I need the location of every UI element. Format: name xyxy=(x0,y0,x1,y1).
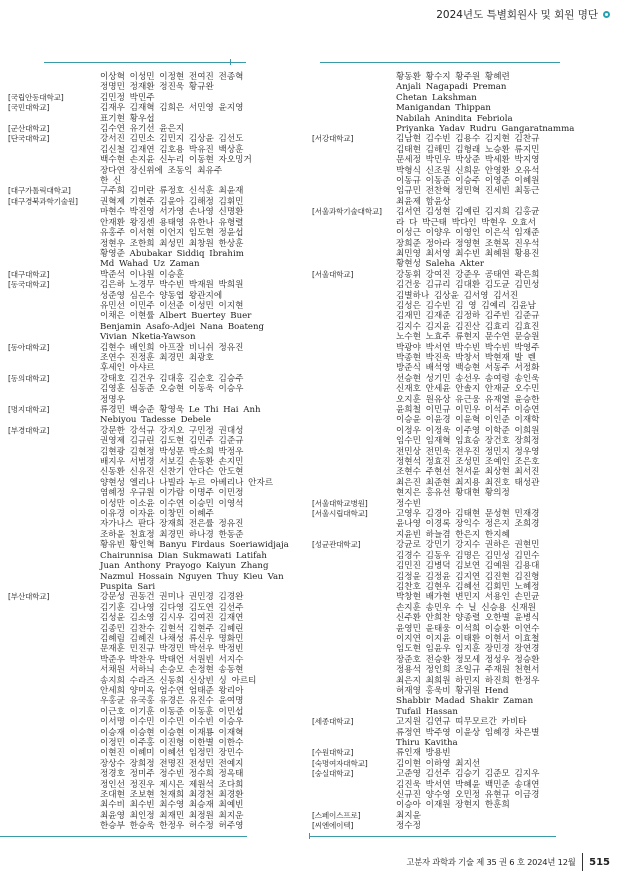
institution-label: [대구경북과학기술원] xyxy=(8,196,78,206)
member-line: 고준영 김선주 김승기 김준모 김지우 xyxy=(396,769,540,780)
member-line: 한 신 xyxy=(100,176,122,187)
member-line: 김기훈 김나영 김다영 김도연 김선주 xyxy=(100,602,244,613)
institution-section xyxy=(312,821,618,831)
member-line: 정용석 정인희 조일규 주재원 천현서 xyxy=(396,665,540,676)
member-line: 윤나영 이경록 장익수 정은지 조희경 xyxy=(396,519,540,530)
member-line: 신재호 안세윤 안솔지 안재균 오수민 xyxy=(396,384,540,395)
member-names xyxy=(396,717,618,748)
institution-label: [국립안동대학교] xyxy=(8,92,64,102)
member-line: 장상수 장희정 전명진 전성민 전예지 xyxy=(100,758,244,769)
member-names xyxy=(100,592,308,831)
member-line: 안재환 왕징센 용태영 유한나 유형렬 xyxy=(100,217,244,228)
member-line: 윤영민 윤태웅 이석희 이승환 이연수 xyxy=(396,623,540,634)
member-names xyxy=(100,197,308,270)
member-names xyxy=(396,821,618,831)
member-line: Md Wahad Uz Zaman xyxy=(100,259,200,270)
member-line: 황영준 Abubakar Siddiq Ibrahim xyxy=(100,248,244,259)
institution-label: [국민대학교] xyxy=(8,103,50,113)
institution-section xyxy=(312,134,618,207)
member-line: 조현수 주현선 천서윤 최상현 최서진 xyxy=(396,467,540,478)
member-line: 방준식 배석영 백승현 서동주 서정화 xyxy=(396,363,540,374)
member-line: Chairunnisa Dian Sukmawati Latifah xyxy=(100,550,267,561)
member-line: 이서명 이수민 이수민 이수빈 이승우 xyxy=(100,717,244,728)
member-names xyxy=(100,72,308,93)
institution-section xyxy=(312,270,618,499)
footer-separator xyxy=(582,853,584,871)
member-line: 이정우 이정욱 이주영 이학준 이희원 xyxy=(396,425,540,436)
institution-label: [서강대학교] xyxy=(312,134,354,144)
member-line: 김별하나 김상윤 김서영 김서진 xyxy=(396,290,519,301)
institution-section xyxy=(8,405,308,426)
member-line: 유민선 이민주 이선준 이성민 이지현 xyxy=(100,300,244,311)
member-line: 김서연 김성현 김예린 김지희 김홍균 xyxy=(396,207,540,218)
member-line: 정경호 정미주 정수빈 정수희 정옥태 xyxy=(100,769,244,780)
institution-section xyxy=(8,426,308,593)
member-line: 류정연 박주영 이윤상 임혜경 차은별 xyxy=(396,727,540,738)
institution-label: [숭실대학교] xyxy=(312,769,354,779)
member-names xyxy=(396,509,618,540)
institution-section xyxy=(312,207,618,269)
member-line: 후세인 아샤르 xyxy=(100,363,155,374)
institution-section xyxy=(8,103,308,124)
member-line: 이채은 이현률 Albert Buertey Buer xyxy=(100,311,252,322)
member-line: 김진욱 박서연 박혜윤 백민준 송대연 xyxy=(396,779,540,790)
divider-tick xyxy=(230,59,231,65)
member-line: Priyanka Yadav Rudru Gangaratnamma xyxy=(396,124,575,135)
member-line: 염혜정 우규원 이가람 이명주 이민정 xyxy=(100,488,244,499)
member-line: 김종민 김찬수 김현석 김현주 김혜린 xyxy=(100,623,244,634)
member-line: 정인선 정진우 제시은 제원석 조다희 xyxy=(100,779,244,790)
member-names xyxy=(100,270,308,280)
institution-section xyxy=(312,759,618,769)
member-line: 강균로 강민기 강지수 권하은 권현민 xyxy=(396,540,540,551)
member-names xyxy=(100,343,308,374)
member-names xyxy=(396,748,618,758)
member-line: 권혁제 기현주 김윤아 김해정 김휘민 xyxy=(100,196,244,207)
institution-section xyxy=(8,270,308,280)
member-line: 장희준 정아라 정영현 조현목 진우석 xyxy=(396,238,540,249)
member-line: 우홍균 유국홍 유경은 유진수 윤여명 xyxy=(100,696,244,707)
member-line: 지윤빈 하늘겸 한은지 한지혜 xyxy=(396,529,510,540)
running-footer xyxy=(406,853,610,871)
member-line: 유홍주 이서현 이언지 임도현 정윤섭 xyxy=(100,228,244,239)
member-line: 장다연 장신위에 조동익 최유주 xyxy=(100,165,223,176)
member-line: 김혜림 김혜진 나채성 류신우 명화민 xyxy=(100,633,244,644)
member-line: 류경민 백승준 황영욱 Le Thi Hai Anh xyxy=(100,405,261,415)
member-line: 김성은 김수빈 김 영 김예리 김윤남 xyxy=(396,300,536,311)
member-line: 황유빈 황인혁 Banyu Firdaus Soeriawidjaja xyxy=(100,540,289,551)
institution-section xyxy=(8,124,308,134)
member-line: Shabbir Madad Shakir Zaman xyxy=(396,696,534,707)
institution-section xyxy=(312,748,618,758)
member-line: Chetan Lakshman xyxy=(396,92,477,103)
member-line: 이성만 이소윤 이수연 이승민 이영석 xyxy=(100,498,244,509)
running-header xyxy=(436,7,610,22)
member-line: 선승현 성기민 송선우 송여령 송인욱 xyxy=(396,373,540,384)
bottom-divider-right xyxy=(310,836,556,837)
institution-label: [스페이스프로] xyxy=(312,810,361,820)
member-names xyxy=(100,374,308,405)
top-divider-right xyxy=(320,62,560,63)
member-line: 자가나스 판다 장재희 전은률 정유진 xyxy=(100,519,244,530)
member-line: 윤희철 이민규 이민우 이석주 이승연 xyxy=(396,405,540,415)
member-line: Nazmul Hossain Nguyen Thuy Kieu Van xyxy=(100,571,284,582)
member-line: 김경수 김동우 김명은 김민성 김민수 xyxy=(396,550,540,561)
member-line: 김현수 배인희 아프잘 비니쉬 정유진 xyxy=(100,342,244,353)
institution-label: [단국대학교] xyxy=(8,134,50,144)
member-line: 정수정 xyxy=(396,821,421,832)
member-line: 김성윤 김소영 김시우 김여진 김재연 xyxy=(100,613,244,624)
member-line: 송지희 수라즈 신동희 신상빈 싱 아르티 xyxy=(100,675,257,686)
member-line: 허재영 홍욱비 황귀원 Hend xyxy=(396,685,509,696)
member-line: Nebiyou Tadesse Debele xyxy=(100,415,211,426)
member-line: 이현진 이혜미 이혜선 임정민 장민수 xyxy=(100,748,244,759)
member-line: 이성근 이양우 이영인 이은석 임재준 xyxy=(396,228,540,239)
member-names xyxy=(396,499,618,509)
member-line: 임규민 전찬혁 정민혁 진세빈 최동근 xyxy=(396,186,540,197)
institution-section xyxy=(312,769,618,811)
member-line: 구주희 김미란 류정호 신석훈 최윤재 xyxy=(100,186,244,197)
member-line: 정현석 정효진 조성민 조예인 조은호 xyxy=(396,457,540,468)
institution-label: [서울시립대학교] xyxy=(312,509,368,519)
member-line: 김재우 김재혁 김희은 서민영 윤지영 xyxy=(100,103,244,114)
member-line: 최민영 최서영 최수빈 최혜원 황용진 xyxy=(396,248,540,259)
member-line: 마현수 박진영 서가영 손나영 신명환 xyxy=(100,207,244,218)
left-column xyxy=(8,72,308,832)
institution-section xyxy=(8,72,308,93)
member-names xyxy=(396,540,618,717)
member-names xyxy=(396,72,618,134)
member-line: 김정윤 김정윤 김지연 김진현 김진형 xyxy=(396,571,540,582)
member-names xyxy=(100,134,308,186)
member-line: 오지훈 원유상 유근웅 유재열 윤승한 xyxy=(396,394,540,405)
member-line: 이동규 이동준 이승주 이영준 이혜원 xyxy=(396,176,540,187)
member-line: 장준호 전승환 정모세 정성우 정승환 xyxy=(396,654,540,665)
member-line: 박형식 신조원 신희운 안영환 오유석 xyxy=(396,165,540,176)
institution-label: [서울과학기술대학교] xyxy=(312,207,382,217)
member-line: 문재훈 민진규 박경민 박선우 박정빈 xyxy=(100,644,244,655)
member-line: 이승윤 이윤경 이윤혁 이인준 이재학 xyxy=(396,415,540,426)
member-line: Puspita Sari xyxy=(100,581,156,592)
institution-label: [세종대학교] xyxy=(312,717,354,727)
member-line: 최윤영 최인정 최재민 최정원 최지운 xyxy=(100,810,244,821)
member-line: 황동환 황수지 황주원 황혜련 xyxy=(396,72,510,82)
member-line: 박창현 배가현 변민지 서용인 손민균 xyxy=(396,592,540,603)
member-names xyxy=(396,811,618,821)
institution-label: [서울대학교] xyxy=(312,269,354,279)
member-line: 박준우 박찬우 박태언 서원빈 서지수 xyxy=(100,654,244,665)
member-line: 최은지 최희원 하민지 하진희 한정우 xyxy=(396,675,540,686)
member-line: 노수현 노효주 류현지 문수연 문승원 xyxy=(396,332,540,343)
member-line: 고지원 김연규 띠무모르간 카비타 xyxy=(396,717,527,728)
member-line: 신규진 양수영 오민정 유현규 이금경 xyxy=(396,790,540,801)
institution-section xyxy=(8,343,308,374)
member-names xyxy=(396,270,618,499)
member-names xyxy=(396,207,618,269)
member-line: 표기현 황우섭 xyxy=(100,113,155,124)
institution-section xyxy=(312,72,618,134)
institution-label: [부경대학교] xyxy=(8,425,50,435)
member-line: 강문한 강석규 강지오 구민정 권대성 xyxy=(100,425,244,436)
top-divider-left xyxy=(44,62,246,63)
institution-label: [부산대학교] xyxy=(8,592,50,602)
member-line: 한승부 한승욱 한정우 허수정 허주영 xyxy=(100,821,244,832)
member-line: 고영우 김경아 김태현 문성현 민재경 xyxy=(396,509,540,520)
member-line: 라 다 박근태 박다인 박현우 오효서 xyxy=(396,217,536,228)
institution-label: [동아대학교] xyxy=(8,342,50,352)
circle-bullet-icon xyxy=(603,11,610,18)
bottom-divider-left xyxy=(0,836,247,837)
institution-label: [명지대학교] xyxy=(8,405,50,414)
member-names xyxy=(100,405,308,426)
member-names xyxy=(100,280,308,342)
member-line: 김신철 김재연 김호용 박유진 백상훈 xyxy=(100,144,244,155)
member-line: 이상혁 이성민 이정현 전여진 전종혁 xyxy=(100,72,244,82)
member-line: 권영제 김규린 김도현 김민주 김준규 xyxy=(100,436,244,447)
member-line: 현지은 홍유선 황대현 황의정 xyxy=(396,488,510,499)
member-line: 류인재 방용빈 xyxy=(396,748,451,759)
institution-section xyxy=(8,280,308,342)
institution-section xyxy=(8,197,308,270)
member-line: 이승아 이재원 장현지 한훈희 xyxy=(396,800,510,811)
member-line: 안세희 양미옥 엄수연 엄태준 왕리아 xyxy=(100,685,244,696)
member-line: 전민상 전민욱 전우진 정민지 정우영 xyxy=(396,446,540,457)
member-line: 박광야 박서연 박수빈 박수빈 박영주 xyxy=(396,342,540,353)
member-line: 최지윤 xyxy=(396,810,421,821)
institution-section xyxy=(312,509,618,540)
member-line: 김민정 박민주 xyxy=(100,92,155,103)
member-line: 김남현 김수빈 김용수 김지현 김찬규 xyxy=(396,134,540,145)
member-line: 이정민 이주홍 이진형 이한별 이한수 xyxy=(100,738,244,748)
member-line: 조대현 조보현 천재희 최경천 최경환 xyxy=(100,790,244,801)
institution-section xyxy=(312,499,618,509)
institution-label xyxy=(312,72,396,134)
member-line: 성준영 심은수 양동엽 왕관지에 xyxy=(100,290,223,301)
member-line: Vivian Nketia-Yawson xyxy=(100,332,196,343)
member-line: 김태현 김해민 김형래 노승환 류지민 xyxy=(396,144,540,155)
institution-section xyxy=(8,134,308,186)
member-names xyxy=(100,426,308,593)
institution-label: [동국대학교] xyxy=(8,280,50,290)
member-line: 박준석 이나원 이승훈 xyxy=(100,269,185,280)
member-line: 최수비 최수빈 최수영 최승재 최예빈 xyxy=(100,800,244,811)
institution-label: [숙명여자대학교] xyxy=(312,758,368,768)
member-line: Tufail Hassan xyxy=(396,706,458,717)
member-line: 김은하 노경무 박수빈 박재원 박희원 xyxy=(100,280,244,291)
member-line: 이근호 이기훈 이동준 이동훈 이민섭 xyxy=(100,706,244,717)
institution-section xyxy=(8,592,308,831)
institution-label xyxy=(8,72,100,93)
member-names xyxy=(396,769,618,811)
institution-label: [성균관대학교] xyxy=(312,540,361,550)
institution-label: [서울대학교병원] xyxy=(312,498,368,508)
member-names xyxy=(100,93,308,103)
member-line: 백수현 손지윤 신누리 이동현 자오밍거 xyxy=(100,155,252,166)
member-line: 강서진 김민소 김민지 김상윤 김선도 xyxy=(100,134,244,145)
member-line: 신주환 안희찬 양종렬 오한별 윤병식 xyxy=(396,613,540,624)
institution-label: [대구대학교] xyxy=(8,269,50,279)
member-names xyxy=(396,759,618,769)
member-line: 박종현 박진욱 박창서 박현재 발 렌 xyxy=(396,352,536,363)
journal-citation: 고분자 과학과 기술 제 35 권 6 호 2024년 12월 xyxy=(406,857,576,867)
member-line: 임수민 임재혁 임효승 장건호 장희정 xyxy=(396,436,540,447)
member-names xyxy=(100,186,308,196)
member-line: 황현성 Saleha Akter xyxy=(396,259,484,270)
member-line: 김영훈 심동준 오승현 이동욱 이승우 xyxy=(100,384,244,395)
member-line: Nabilah Anindita Febriola xyxy=(396,113,513,124)
member-line: 김이현 이하영 최지선 xyxy=(396,758,481,769)
member-line: 정명우 xyxy=(100,394,125,405)
member-line: 김민진 김병덕 김보연 김예원 김용대 xyxy=(396,561,540,572)
institution-section xyxy=(312,717,618,748)
member-line: 임도현 임윤우 임지훈 장민경 장연경 xyxy=(396,644,540,655)
member-line: 정명민 정재환 정진욱 황규완 xyxy=(100,82,214,93)
institution-section xyxy=(8,93,308,103)
institution-section xyxy=(8,186,308,196)
member-line: 강문성 권동건 권미나 권민경 김경완 xyxy=(100,592,244,603)
member-line: 정현우 조한희 최성민 최창원 한상훈 xyxy=(100,238,244,249)
member-names xyxy=(100,103,308,124)
institution-label: [수원대학교] xyxy=(312,748,354,758)
member-line: Thiru Kavitha xyxy=(396,738,458,748)
member-names xyxy=(100,124,308,134)
institution-section xyxy=(312,540,618,717)
member-names xyxy=(396,134,618,207)
member-line: Manigandan Thippan xyxy=(396,103,491,114)
institution-label: [대구가톨릭대학교] xyxy=(8,186,71,196)
member-line: 이유경 이자윤 이창민 이혜주 xyxy=(100,509,214,520)
member-line: 정수빈 xyxy=(396,498,421,509)
member-line: 김찬호 김현우 김혜선 김회민 노혜정 xyxy=(396,581,540,592)
member-line: 이지연 이지윤 이태환 이현서 이효철 xyxy=(396,633,540,644)
member-line: 신동환 신유진 신찬기 안다슨 안도현 xyxy=(100,467,244,478)
member-line: 김현광 김현정 박성문 박소희 박정우 xyxy=(100,446,244,457)
institution-section xyxy=(312,811,618,821)
member-line: 손지훈 송민우 수 닐 신승용 신재원 xyxy=(396,602,536,613)
member-line: 이승재 이승현 이승현 이재룡 이재혁 xyxy=(100,727,244,738)
member-line: 서채원 서하늬 손승모 손정현 송동현 xyxy=(100,665,244,676)
institution-label: [동의대학교] xyxy=(8,373,50,383)
page-number: 515 xyxy=(589,856,610,868)
member-line: Anjali Nagapadi Preman xyxy=(396,82,507,93)
member-line: 문세정 박민우 박상준 박세환 박지영 xyxy=(396,155,540,166)
member-line: 배지우 서범경 서보길 손동환 손지민 xyxy=(100,457,244,468)
member-line: 김수연 유기선 윤은지 xyxy=(100,124,185,135)
institution-label: [군산대학교] xyxy=(8,124,50,134)
institution-label: [씨엔에이텍] xyxy=(312,821,354,831)
member-line: Benjamin Asafo-Adjei Nana Boateng xyxy=(100,321,265,332)
member-line: 조연수 진정훈 최경민 최광호 xyxy=(100,352,214,363)
member-line: 김건웅 김규리 김대환 김도균 김민성 xyxy=(396,280,540,291)
member-line: 최윤제 함윤상 xyxy=(396,196,451,207)
member-line: 양현성 엘리나 나빌라 누르 아베리나 안자르 xyxy=(100,477,274,488)
header-title: 2024년도 특별회원사 및 회원 명단 xyxy=(436,9,598,21)
member-line: 김재민 김재준 김정하 김주빈 김준규 xyxy=(396,311,540,322)
member-line: 조하윤 천효정 최경민 하나경 한동준 xyxy=(100,529,244,540)
member-line: 최은진 최준현 최지용 최진호 태성관 xyxy=(396,477,540,488)
member-line: 강태호 김건우 김대홍 김순호 김승주 xyxy=(100,373,244,384)
right-column xyxy=(312,72,618,832)
member-line: Juan Anthony Prayogo Kaiyun Zhang xyxy=(100,561,269,572)
member-line: 강동휘 강여진 강준우 공태연 곽은희 xyxy=(396,269,540,280)
institution-section xyxy=(8,374,308,405)
member-line: 김지수 김지윤 김진산 김효리 김효진 xyxy=(396,321,540,332)
